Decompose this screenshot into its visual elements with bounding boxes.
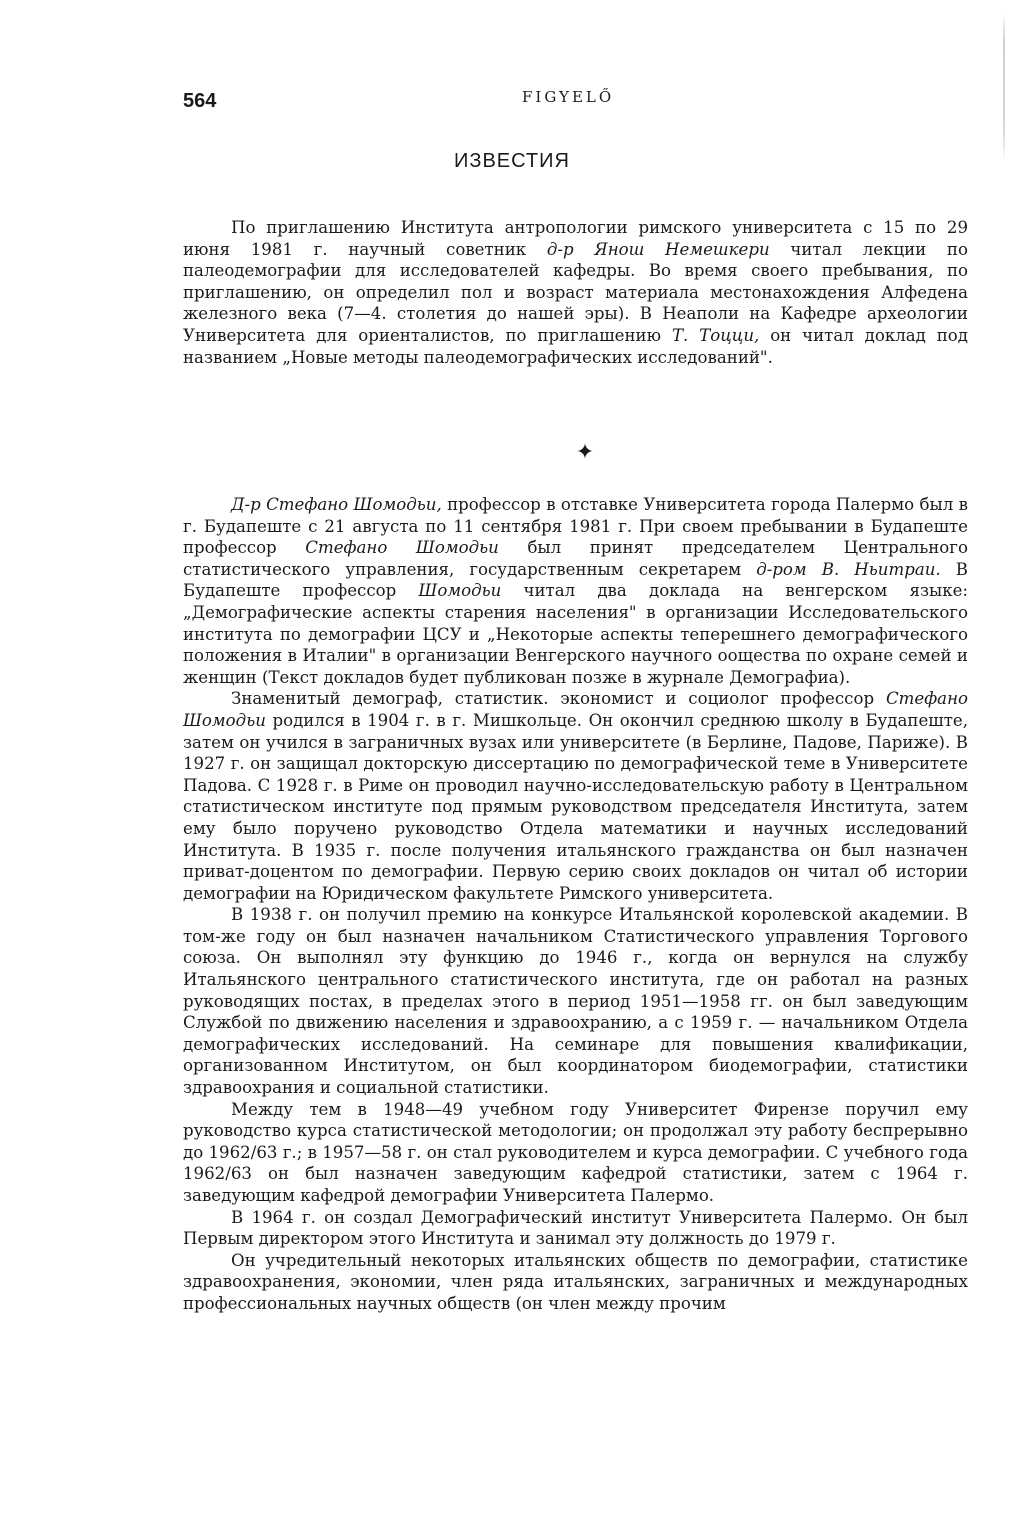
- text-block-main: [183, 494, 968, 1315]
- paragraph: [183, 904, 968, 1098]
- paragraph: [183, 494, 968, 688]
- paragraph: [183, 1250, 968, 1315]
- separator-ornament: ✦: [575, 440, 595, 465]
- text-segment: был принят председателем Центрального статистического управления, государственным секретарем: [183, 538, 968, 579]
- page-number: 564: [183, 90, 217, 112]
- text-segment: Между тем в 1948—49 учебном году Университет Фирензе поручил ему руководство курса статистической методологии; он продолжал эту работу беспрерывно до 1962/63 г.; в 1957—58 г. он стал руководителем и курса демографии. С учебного года 1962/63 он был назначен заведующим кафедрой статистики, затем с 1964 г. заведующим кафедрой демографии Университета Палермо.: [183, 1099, 968, 1205]
- text-segment: По приглашению Института антропологии римского университета с 15 по 29 июня 1981 г. научный советник: [183, 218, 968, 259]
- text-segment: читал два доклада на венгерском языке: „Демографические аспекты старения населения" в организации Исследовательского института по демографии ЦСУ и „Некоторые аспекты теперешнего демографического положения в Италии" в организации Венгерского научного оощества по охране семей и женщин (Текст докладов будет публикован позже в журнале Демографиа).: [183, 581, 969, 687]
- text-segment: В 1964 г. он создал Демографический институт Университета Палермо. Он был Первым директором этого Института и занимал эту должность до 1979 г.: [183, 1207, 968, 1249]
- text-segment: профессор в отставке Университета города Палермо был в г. Будапеште с 21 августа по 11 сентября 1981 г. При своем пребывании в Будапеште профессор: [183, 495, 968, 558]
- text-segment: читал лекции по палеодемографии для исследователей кафедры. Во время своего пребывания, по приглашению, он определил пол и возраст материала местонахождения Алфедена железного века (7—4. столетия до нашей эры). В Неаполи на Кафедре археологии Университета для ориенталистов, по приглашению: [183, 239, 968, 345]
- running-head: FIGYELŐ: [522, 88, 615, 106]
- paragraph: [183, 1207, 968, 1250]
- paragraph: [183, 217, 968, 368]
- italic-name: д-ром В. Ньитраи.: [756, 559, 941, 579]
- text-segment: В Будапеште профессор: [183, 559, 968, 601]
- text-segment: родился в 1904 г. в г. Мишкольце. Он окончил среднюю школу в Будапеште, затем он учился в заграничных вузах или университете (в Берлине, Падове, Париже). В 1927 г. он защищал докторскую диссертацию по демографической теме в Университете Падова. С 1928 г. в Риме он проводил научно-исследовательскую работу в Центральном статистическом институте под прямым руководством председателя Института, затем ему было поручено руководство Отдела математики и научных исследований Института. В 1935 г. после получения итальянского гражданства он был назначен приват-доцентом по демографии. Первую серию своих докладов он читал об истории демографии на Юридическом факультете Римского университета.: [183, 710, 968, 903]
- italic-name: д-р Янош Немешкери: [546, 239, 770, 259]
- text-segment: Знаменитый демограф, статистик. экономист и социолог профессор: [231, 689, 886, 709]
- section-title: ИЗВЕСТИЯ: [454, 150, 570, 172]
- italic-name: Шомодьи: [418, 581, 502, 601]
- italic-name: Д-р Стефано Шомодьи,: [231, 495, 442, 514]
- italic-name: Стефано Шомодьи: [183, 689, 968, 730]
- paragraph: [183, 688, 968, 904]
- text-segment: В 1938 г. он получил премию на конкурсе Итальянской королевской академии. В том-же году он был назначен начальником Статистического управления Торгового союза. Он выполнял эту функцию до 1946 г., когда он вернулся на службу Итальянского центрального статистического института, где он работал на разных руководящих постах, в пределах этого в период 1951—1958 гг. он был заведующим Службой по движению населения и здравоохранию, а с 1959 г. — начальником Отдела демографических исследований. На семинаре для повышения квалификации, организованном Институтом, он был координатором биодемографии, статистики здравоохрания и социальной статистики.: [183, 905, 968, 1098]
- paragraph: [183, 1099, 968, 1207]
- scan-edge-line: [1003, 12, 1005, 162]
- text-segment: он читал доклад под названием „Новые методы палеодемографических исследований".: [183, 325, 968, 367]
- italic-name: Т. Тоцци,: [671, 325, 760, 345]
- italic-name: Стефано Шомодьи: [305, 538, 499, 558]
- text-block-first: [183, 217, 968, 368]
- text-segment: Он учредительный некоторых итальянских обществ по демографии, статистике здравоохранения, экономии, член ряда итальянских, заграничных и международных профессиональных научных обществ (он член между прочим: [183, 1250, 968, 1313]
